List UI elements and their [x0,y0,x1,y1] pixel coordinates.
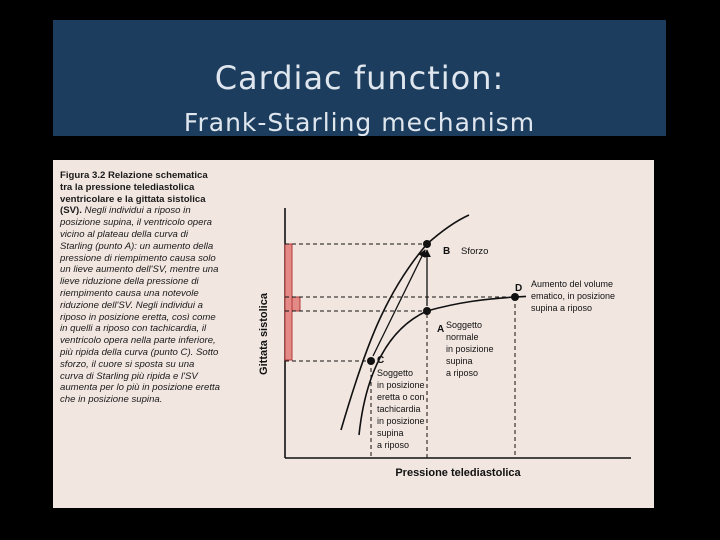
x-axis-label: Pressione telediastolica [395,467,521,479]
point-c-label-7: a riposo [377,440,410,450]
point-d-label-1: Aumento del volume [531,279,614,289]
arrow-c-to-b [373,250,425,356]
point-b-id: B [443,246,451,257]
point-d [511,293,519,301]
starling-diagram [53,160,654,508]
point-d-label-3: supina a riposo [531,303,593,313]
point-a [423,307,431,315]
point-c-label-6: supina [377,428,404,438]
slide-title-box [53,20,666,136]
point-b [423,240,431,248]
point-d-label-2: ematico, in posizione [531,291,616,301]
sv-range-bar [285,244,292,360]
point-c-label-4: tachicardia [377,404,421,414]
point-d-id: D [515,283,523,294]
slide-title: Cardiac function: [214,59,505,97]
point-a-label-5: a riposo [446,368,479,378]
point-a-label-1: Soggetto [446,320,483,330]
point-b-label: Sforzo [461,246,489,257]
point-c-label-3: eretta o con [377,392,425,402]
caption-lead: Figura 3.2 Relazione schematica tra la pressione telediastolica ventricolare e la gittata sistolica (SV). [60,170,208,217]
y-axis-label: Gittata sistolica [258,293,270,375]
point-a-id: A [437,324,445,335]
point-a-label-2: normale [446,332,479,342]
point-c-id: C [377,355,385,366]
point-c-label-2: in posizione [377,380,425,390]
point-a-label-4: supina [446,356,473,366]
point-c-label-1: Soggetto [377,368,414,378]
figure-image [53,160,654,508]
caption-body: Negli individui a riposo in posizione supina, il ventricolo opera vicino al plateau della curva di Starling (punto A): un aumento della pressione di riempimento causa solo un lieve aumento dell'SV, mentre una lieve riduzione della pressione di riempimento causa una notevole riduzione dell'SV. Negli individui a riposo in posizione eretta, così come in quelli a riposo con tachicardia, il ventricolo opera nella parte inferiore, più ripida della curva (punto C). Sotto sforzo, il cuore si sposta su una curva di Starling più ripida e l'SV aumenta per lo più in posizione eretta che in posizione supina. [60,205,220,406]
point-c-label-5: in posizione [377,416,425,426]
slide-subtitle: Frank-Starling mechanism [183,108,536,137]
sv-change-bar [292,297,300,311]
point-a-label-3: in posizione [446,344,494,354]
point-c [367,357,375,365]
